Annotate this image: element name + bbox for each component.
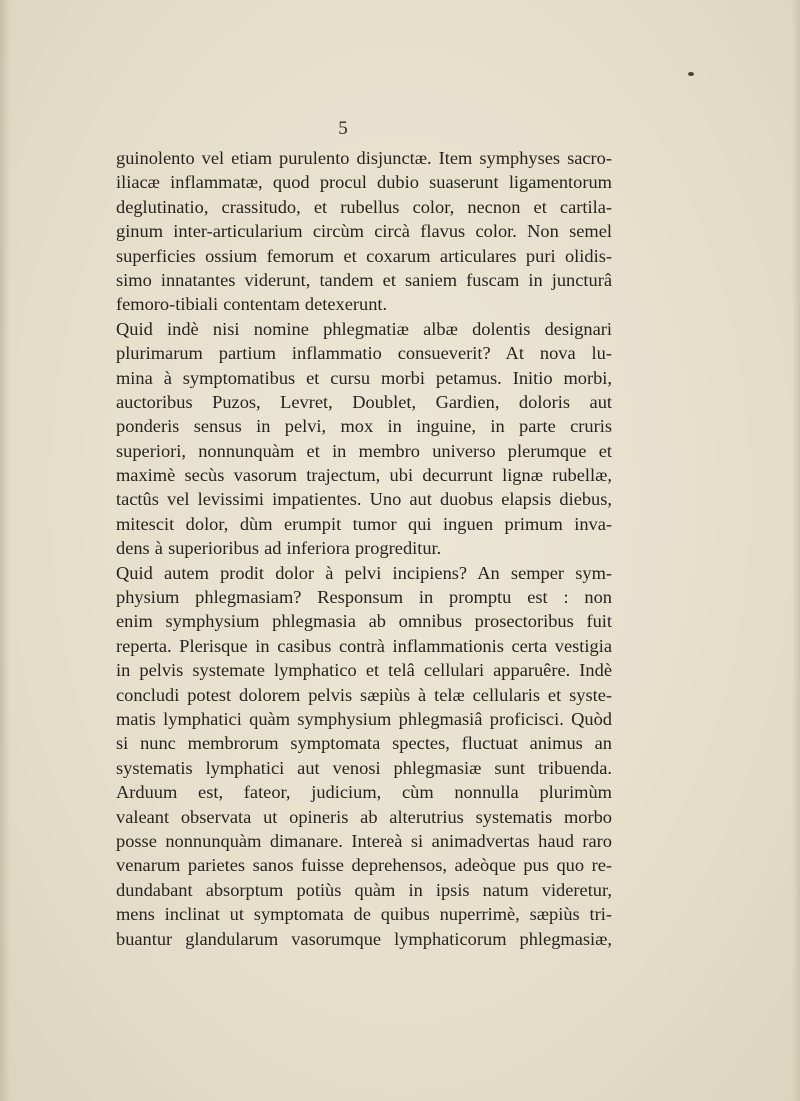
text-line: physium phlegmasiam? Responsum in promptu est : non (116, 587, 612, 608)
text-line: femoro-tibiali contentam detexerunt. (116, 294, 388, 315)
text-line: buantur glandularum vasorumque lymphaticorum phlegmasiæ, (116, 928, 612, 949)
text-line: dens à superioribus ad inferiora progreditur. (116, 538, 442, 559)
text-line: auctoribus Puzos, Levret, Doublet, Gardien, doloris aut (116, 391, 612, 412)
text-line: mina à symptomatibus et cursu morbi petamus. Initio morbi, (116, 367, 612, 388)
ink-speck (688, 72, 694, 76)
text-line: deglutinatio, crassitudo, et rubellus color, necnon et cartila- (116, 196, 612, 217)
text-line: reperta. Plerisque in casibus contrà inflammationis certa vestigia (116, 635, 612, 656)
text-line: superiori, nonnunquàm et in membro universo plerumque et (116, 440, 612, 461)
text-line: mitescit dolor, dùm erumpit tumor qui inguen primum inva- (116, 513, 612, 534)
text-line: venarum parietes sanos fuisse deprehensos, adeòque pus quo re- (116, 855, 612, 876)
text-line: valeant observata ut opineris ab alterutrius systematis morbo (116, 806, 612, 827)
text-line: si nunc membrorum symptomata spectes, fluctuat animus an (116, 733, 612, 754)
text-line: maximè secùs vasorum trajectum, ubi decurrunt lignæ rubellæ, (116, 465, 612, 486)
text-line: enim symphysium phlegmasia ab omnibus prosectoribus fuit (116, 611, 612, 632)
text-line: systematis lymphatici aut venosi phlegmasiæ sunt tribuenda. (116, 757, 612, 778)
text-line: tactûs vel levissimi impatientes. Uno aut duobus elapsis diebus, (116, 489, 612, 510)
text-line: superficies ossium femorum et coxarum articulares puri olidis- (116, 245, 612, 266)
text-line: Quid autem prodit dolor à pelvi incipiens? An semper sym- (116, 562, 612, 583)
text-line: plurimarum partium inflammatio consueverit? At nova lu- (116, 343, 612, 364)
page-number: 5 (338, 118, 348, 139)
text-line: posse nonnunquàm dimanare. Intereà si animadvertas haud raro (116, 830, 612, 851)
text-line: Arduum est, fateor, judicium, cùm nonnulla plurimùm (116, 782, 612, 803)
text-line: concludi potest dolorem pelvis sæpiùs à telæ cellularis et syste- (116, 684, 612, 705)
text-line: ginum inter-articularium circùm circà flavus color. Non semel (116, 221, 612, 242)
text-line: iliacæ inflammatæ, quod procul dubio suaserunt ligamentorum (116, 172, 612, 193)
text-line: dundabant absorptum potiùs quàm in ipsis natum videretur, (116, 879, 612, 900)
body-text (116, 146, 612, 951)
text-line: mens inclinat ut symptomata de quibus nuperrimè, sæpiùs tri- (116, 904, 612, 925)
text-line: in pelvis systemate lymphatico et telâ cellulari apparuêre. Indè (116, 660, 612, 681)
text-line: matis lymphatici quàm symphysium phlegmasiâ proficisci. Quòd (116, 708, 612, 729)
text-line: Quid indè nisi nomine phlegmatiæ albæ dolentis designari (116, 318, 612, 339)
text-line: simo innatantes viderunt, tandem et saniem fuscam in juncturâ (116, 269, 612, 290)
text-line: ponderis sensus in pelvi, mox in inguine, in parte cruris (116, 416, 612, 437)
text-line: guinolento vel etiam purulento disjunctæ. Item symphyses sacro- (116, 148, 612, 168)
